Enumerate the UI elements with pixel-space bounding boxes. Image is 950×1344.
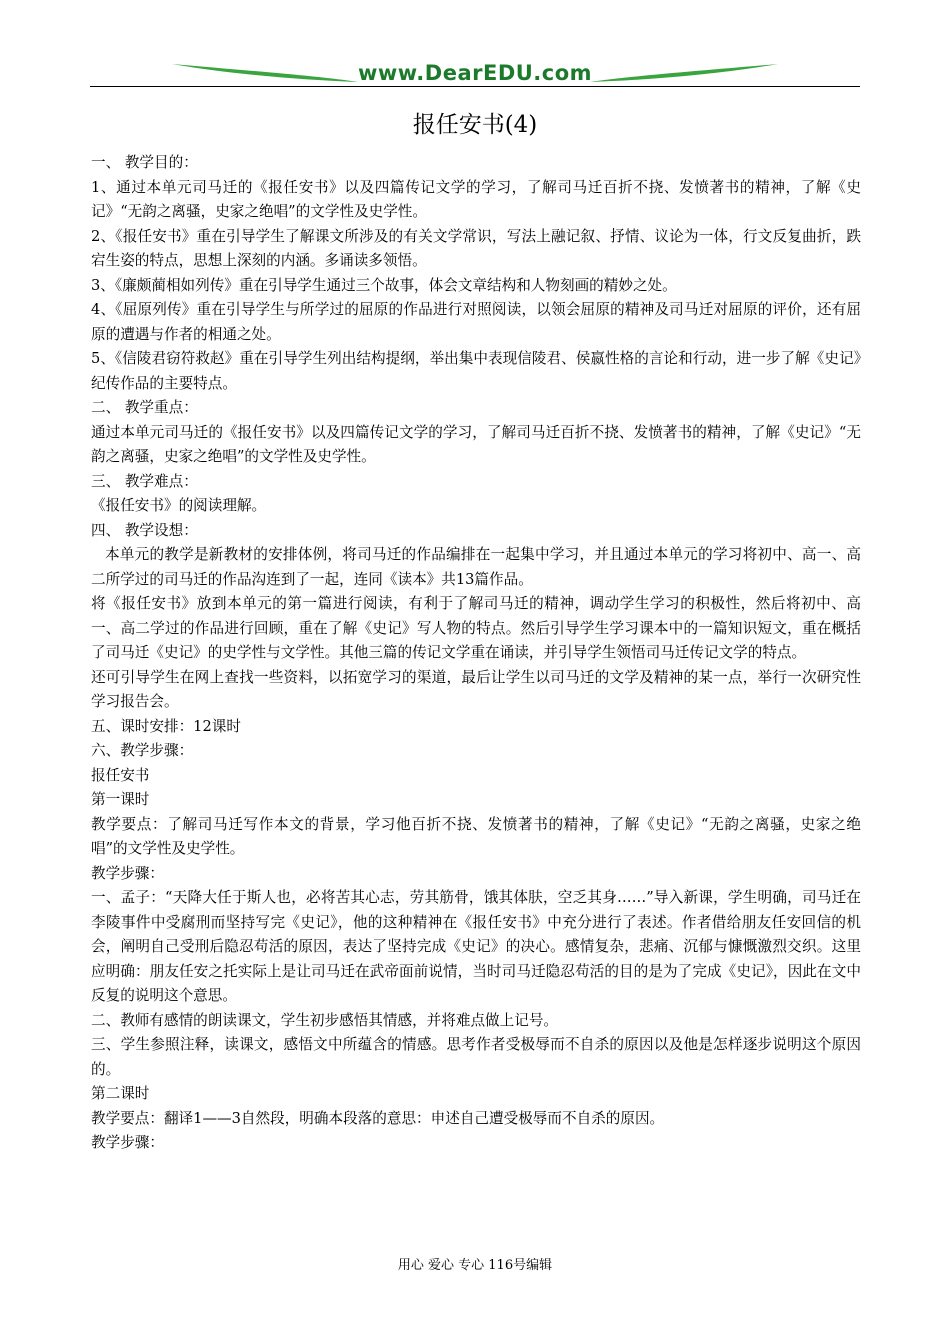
paragraph: 2、《报任安书》重在引导学生了解课文所涉及的有关文学常识，写法上融记叙、抒情、议论为一体，行文反复曲折，跌宕生姿的特点，思想上深刻的内涵。多诵读多领悟。 [91,227,861,269]
page-footer: 用心 爱心 专心 116号编辑 [397,1258,553,1273]
paragraph: 本单元的教学是新教材的安排体例，将司马迁的作品编排在一起集中学习，并且通过本单元的学习将初中、高一、高二所学过的司马迁的作品沟连到了一起，连同《读本》共13篇作品。 [91,546,861,588]
document-body [91,151,861,1156]
paragraph: 一、 教学目的： [91,154,198,171]
paragraph: 四、 教学设想： [91,521,198,539]
header-divider [90,86,860,87]
paragraph: 3、《廉颇蔺相如列传》重在引导学生通过三个故事，体会文章结构和人物刻画的精妙之处。 [91,276,677,294]
paragraph: 三、学生参照注释，读课文，感悟文中所蕴含的情感。思考作者受极辱而不自杀的原因以及他是怎样逐步说明这个原因的。 [91,1036,861,1078]
paragraph: 将《报任安书》放到本单元的第一篇进行阅读，有利于了解司马迁的精神，调动学生学习的积极性，然后将初中、高一、高二学过的作品进行回顾，重在了解《史记》写人物的特点。然后引导学生学习课本中的一篇知识短文，重在概括了司马迁《史记》的史学性与文学性。其他三篇的传记文学重在诵读，并引导学生领悟司马迁传记文学的特点。 [91,595,861,661]
paragraph: 报任安书 [91,766,150,784]
page-title: 报任安书(4) [412,112,538,138]
paragraph: 第一课时 [91,791,150,808]
paragraph: 教学步骤： [91,1134,164,1151]
paragraph: 教学步骤： [91,864,164,882]
paragraph: 5、《信陵君窃符救赵》重在引导学生列出结构提纲，举出集中表现信陵君、侯嬴性格的言论和行动，进一步了解《史记》纪传作品的主要特点。 [91,350,861,392]
paragraph: 教学要点：翻译1——3自然段，明确本段落的意思：申述自己遭受极辱而不自杀的原因。 [91,1109,665,1127]
paragraph: 通过本单元司马迁的《报任安书》以及四篇传记文学的学习，了解司马迁百折不挠、发愤著书的精神，了解《史记》“无韵之离骚，史家之绝唱”的文学性及史学性。 [91,423,861,465]
paragraph: 还可引导学生在网上查找一些资料，以拓宽学习的渠道，最后让学生以司马迁的文学及精神的某一点，举行一次研究性学习报告会。 [91,668,861,710]
paragraph: 六、教学步骤： [91,742,194,759]
paragraph: 一、孟子：“天降大任于斯人也，必将苦其心志，劳其筋骨，饿其体肤，空乏其身……”导入新课，学生明确，司马迁在李陵事件中受腐刑而坚持写完《史记》，他的这种精神在《报任安书》中充分进行了表述。作者借给朋友任安回信的机会，阐明自己受刑后隐忍苟活的原因，表达了坚持完成《史记》的决心。感情复杂，悲痛、沉郁与慷慨激烈交织。这里应明确：朋友任安之托实际上是让司马迁在武帝面前说情，当时司马迁隐忍苟活的目的是为了完成《史记》，因此在文中反复的说明这个意思。 [91,889,861,1004]
paragraph: 三、 教学难点： [91,472,198,490]
paragraph: 教学要点：了解司马迁写作本文的背景，学习他百折不挠、发愤著书的精神，了解《史记》“无韵之离骚，史家之绝唱”的文学性及史学性。 [91,815,861,857]
paragraph: 五、课时安排：12课时 [91,717,241,735]
paragraph: 4、《屈原列传》重在引导学生与所学过的屈原的作品进行对照阅读，以领会屈原的精神及司马迁对屈原的评价，还有屈原的遭遇与作者的相通之处。 [91,301,861,343]
site-logo-text: www.DearEDU.com [357,61,593,85]
paragraph: 二、教师有感情的朗读课文，学生初步感悟其情感，并将难点做上记号。 [91,1011,559,1029]
paragraph: 1、通过本单元司马迁的《报任安书》以及四篇传记文学的学习，了解司马迁百折不挠、发愤著书的精神，了解《史记》“无韵之离骚，史家之绝唱”的文学性及史学性。 [91,178,861,220]
paragraph: 二、 教学重点： [91,399,198,416]
paragraph: 第二课时 [91,1085,150,1102]
paragraph: 《报任安书》的阅读理解。 [91,497,267,514]
